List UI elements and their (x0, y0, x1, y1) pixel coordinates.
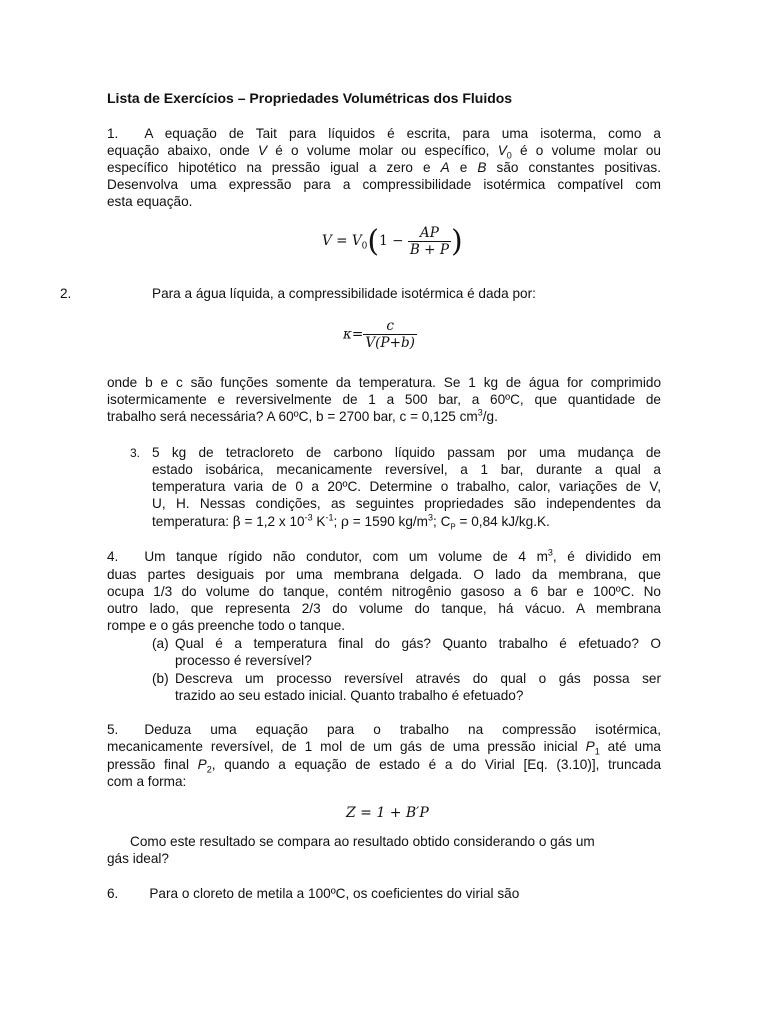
q5-line-1: 5. Deduza uma equação para o trabalho na compressão isotérmica, (107, 722, 661, 737)
q1-line-5: esta equação. (107, 194, 193, 209)
q1-line-4: Desenvolva uma expressão para a compressibilidade isotérmica compatível com (107, 177, 661, 192)
q1-line-2: equação abaixo, onde V é o volume molar ou específico, $V_0$ é o volume molar ou (107, 143, 661, 161)
q5-line-3: pressão final $P_2$, quando a equação de estado é a do Virial [Eq. (3.10)], truncada (107, 757, 661, 775)
q4-line-2: duas partes desiguais por uma membrana delgada. O lado da membrana, que (107, 567, 661, 582)
q5-line-2: mecanicamente reversível, de 1 mol de um gás de uma pressão inicial $P_1$ até uma (107, 739, 661, 757)
q4-line-1: 4. Um tanque rígido não condutor, com um volume de 4 $m^3$, é dividido em (107, 547, 661, 564)
q4-number: 4. (107, 549, 119, 564)
q3-line-3: temperatura varia de 0 a 20ºC. Determine o trabalho, calor, variações de V, (152, 479, 661, 494)
q1-line-1: 1. A equação de Tait para líquidos é escrita, para uma isoterma, como a (107, 126, 661, 141)
q6-number: 6. (107, 886, 119, 901)
beta-symbol: β (232, 514, 241, 530)
rho-symbol: ρ (341, 514, 350, 530)
q3-line-1: 5 kg de tetracloreto de carbono líquido passam por uma mudança de (152, 445, 661, 460)
q4-line-3: ocupa 1/3 do volume do tanque, contém nitrogênio gasoso a 6 bar e 100ºC. No (107, 584, 661, 599)
q6-line-1: 6. Para o cloreto de metila a 100ºC, os coeficientes do virial são (107, 886, 520, 901)
q5-after-line-2: gás ideal? (107, 851, 169, 866)
q3-line-2: estado isobárica, mecanicamente reversível, a 1 bar, durante a qual a (152, 462, 661, 477)
q1-number: 1. (107, 126, 119, 141)
q3-line-4: U, H. Nessas condições, as seguintes propriedades são independentes da (152, 496, 661, 511)
virial-equation: Z = 1 + B′P (346, 805, 429, 821)
q5-number: 5. (107, 722, 119, 737)
q5-line-4: com a forma: (107, 774, 187, 789)
compressibility-equation: κ= $\frac{c}{V(P+b)}$ (343, 318, 415, 351)
q3-line-5: temperatura: β = 1,2 x $10^{-3}$ $K^{-1}$; ρ = 1590 $kg/m^3$; $C_P = 0,84$ kJ/kg.K. (152, 512, 550, 532)
q5-after-line-1: Como este resultado se compara ao resultado obtido considerando o gás um (130, 834, 595, 849)
q3-number: 3. (130, 446, 141, 460)
document-title: Lista de Exercícios – Propriedades Volumétricas dos Fluidos (107, 90, 513, 106)
q4-item-b-label: (b) (152, 671, 169, 686)
q2-line-2: isotermicamente e reversivelmente de 1 a 500 bar, a 60ºC, que quantidade de (107, 392, 661, 407)
q2-line-3: trabalho será necessária? A 60ºC, b = 2700 bar, c = 0,125 $cm^3/g$. (107, 407, 498, 424)
q1-line-3: específico hipotético na pressão igual a zero e A e B são constantes positivas. (107, 160, 661, 175)
q2-line-1: onde b e c são funções somente da temperatura. Se 1 kg de água for comprimido (107, 375, 661, 390)
q2-intro: Para a água líquida, a compressibilidade isotérmica é dada por: (152, 286, 536, 301)
tait-fraction: $\frac{AP}{B + P}$ (409, 225, 449, 258)
q4-item-b-line-2: trazido ao seu estado inicial. Quanto trabalho é efetuado? (175, 688, 524, 703)
q4-item-a-label: (a) (152, 636, 169, 651)
tait-equation: $V = V_0(1$ − $\frac{AP}{B + P}$ ) (322, 224, 463, 259)
q4-item-a-line-1: Qual é a temperatura final do gás? Quanto trabalho é efetuado? O (175, 636, 661, 651)
q4-line-4: outro lado, que representa 2/3 do volume do tanque, há vácuo. A membrana (107, 601, 661, 616)
q4-line-5: rompe e o gás preenche todo o tanque. (107, 618, 346, 633)
compressibility-fraction: $\frac{c}{V(P+b)}$ (365, 318, 415, 351)
q4-item-b-line-1: Descreva um processo reversível através do qual o gás possa ser (175, 671, 661, 686)
q4-item-a-line-2: processo é reversível? (175, 653, 312, 668)
q2-number: 2. (60, 286, 72, 301)
